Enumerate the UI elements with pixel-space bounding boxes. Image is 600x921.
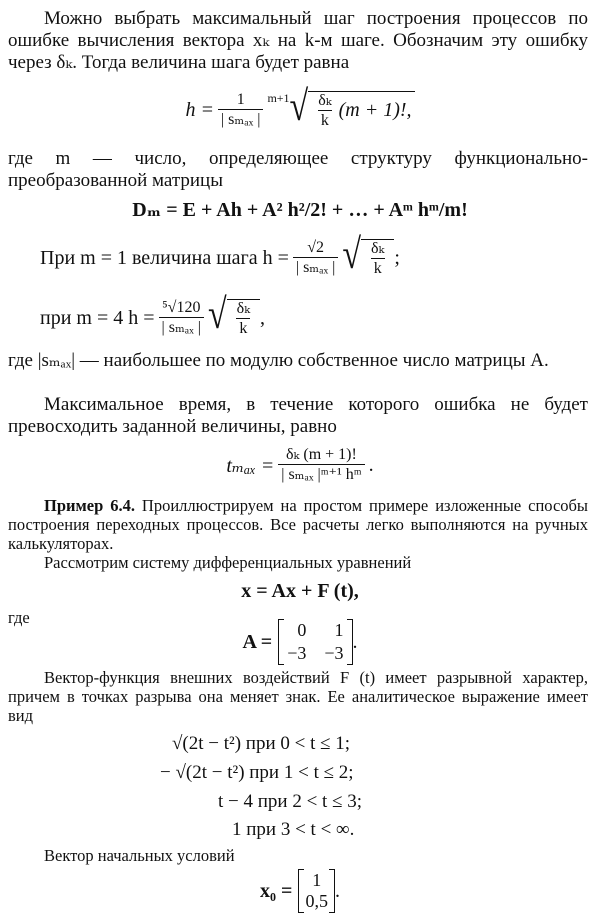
equation-h-m1	[40, 230, 600, 286]
radical-icon: √	[342, 231, 361, 278]
x0-lhs: x₀ =	[260, 879, 293, 902]
paragraph-eigenvalue: где |sₘₐₓ| — наибольшее по модулю собственное число матрицы A.	[8, 350, 549, 371]
equation-system	[0, 578, 600, 604]
case-1: √(2t − t²) при 0 < t ≤ 1;	[172, 733, 351, 754]
a-end: .	[352, 630, 358, 653]
h-fraction	[218, 91, 263, 129]
h-root	[267, 83, 414, 130]
vector-x0: 1 0,5	[298, 869, 335, 913]
h-m4-root-num: δₖ	[236, 299, 251, 317]
tmax-den: | sₘₐₓ |ᵐ⁺¹ hᵐ	[278, 464, 364, 484]
equation-dm: Dₘ = E + Ah + A² h²/2! + … + Aᵐ hᵐ/m!	[132, 198, 468, 221]
h-tail: (m + 1)!,	[338, 99, 412, 121]
h-m4-root-den: k	[236, 318, 250, 338]
case-3: t − 4 при 2 < t ≤ 3;	[218, 791, 363, 812]
a-lhs: A =	[242, 630, 273, 653]
h-m1-end: ;	[394, 246, 400, 269]
paragraph-system: Рассмотрим систему дифференциальных уравнений	[44, 553, 412, 572]
case-4: 1 при 3 < t < ∞.	[232, 819, 355, 840]
equation-h-m4	[40, 290, 600, 346]
paragraph-forcing: Вектор-функция внешних воздействий F (t) имеет разрывной характер, причем в точках разрыва она меняет знак. Ее аналитическое выражение имеет вид	[8, 668, 588, 725]
h-num: 1	[236, 91, 245, 108]
case-2: − √(2t − t²) при 1 < t ≤ 2;	[160, 762, 354, 783]
equation-x0	[0, 866, 600, 916]
paragraph-step-error: Можно выбрать максимальный шаг построения процессов по ошибке вычисления вектора xₖ на k-м шаге. Обозначим эту ошибку через δₖ. Тогда величина шага будет равна	[8, 8, 588, 73]
h-inner-den: k	[318, 110, 332, 130]
h-lhs: h =	[185, 98, 214, 121]
example-label: Пример 6.4.	[44, 496, 135, 515]
radical-icon: √	[208, 291, 227, 338]
h-inner-num: δₖ	[318, 91, 332, 109]
h-m1-den: | sₘₐₓ |	[293, 257, 338, 277]
h-m1-root-den: k	[371, 258, 385, 278]
where-label: где	[8, 608, 30, 627]
h-m1-prefix: При m = 1 величина шага h =	[40, 246, 289, 269]
x0-end: .	[334, 879, 340, 902]
h-m4-den: | sₘₐₓ |	[159, 317, 204, 337]
paragraph-structure: где m — число, определяющее структуру функционально-преобразованной матрицы	[8, 148, 588, 191]
equation-matrix-a	[0, 618, 600, 666]
h-m4-num: ⁵√120	[162, 299, 201, 316]
equation-step-h	[0, 78, 600, 142]
h-root-index: m+1	[267, 90, 290, 105]
system-equation: x = Ax + F (t),	[241, 579, 359, 602]
h-den: | sₘₐₓ |	[218, 109, 263, 129]
equation-tmax	[0, 440, 600, 490]
tmax-end: .	[368, 453, 374, 476]
h-m1-root-num: δₖ	[371, 239, 385, 257]
paragraph-max-time: Максимальное время, в течение которого ошибка не будет превосходить заданной величины, равно	[8, 394, 588, 437]
paragraph-initial: Вектор начальных условий	[44, 846, 235, 865]
h-m4-prefix: при m = 4 h =	[40, 306, 155, 329]
h-m4-end: ,	[260, 306, 266, 329]
tmax-lhs: tₘₐₓ =	[226, 454, 275, 477]
tmax-num: δₖ (m + 1)!	[286, 446, 357, 463]
example-text: Проиллюстрируем на простом примере изложенные способы построения переходных процессов. Все расчеты легко выполняются на ручных калькуляторах.	[8, 496, 589, 553]
matrix-a: 0 1 −3 −3	[278, 619, 352, 665]
radical-icon: √	[289, 83, 309, 130]
example-paragraph	[8, 496, 588, 553]
h-m1-num: √2	[307, 239, 324, 256]
